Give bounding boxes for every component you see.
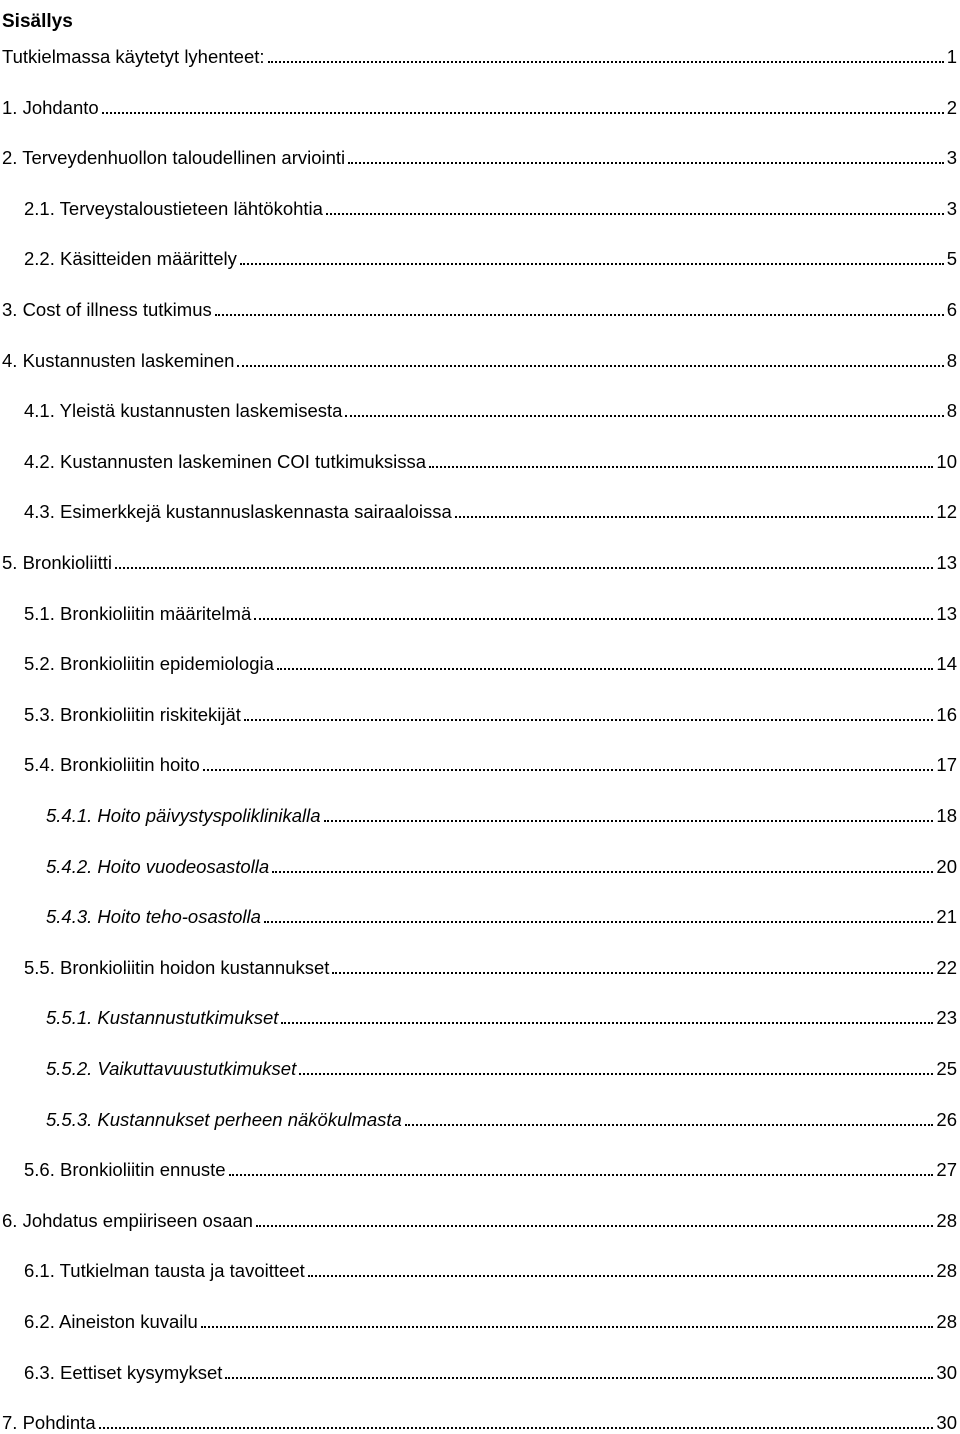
toc-entry-label: 3. Cost of illness tutkimus xyxy=(2,299,212,320)
toc-entry-page-number: 30 xyxy=(936,1412,957,1433)
toc-entry-page-number: 22 xyxy=(936,957,957,978)
toc-entry-page-number: 13 xyxy=(936,603,957,624)
toc-entry-page-number: 13 xyxy=(936,552,957,573)
toc-dot-leader xyxy=(215,314,944,316)
toc-entry-label: 6. Johdatus empiiriseen osaan xyxy=(2,1210,253,1231)
toc-entry-label: 5.2. Bronkioliitin epidemiologia xyxy=(24,653,274,674)
toc-entry-label: 5.4.2. Hoito vuodeosastolla xyxy=(46,856,270,877)
toc-entry-page-number: 23 xyxy=(936,1007,957,1028)
toc-entry-page-number: 26 xyxy=(936,1109,957,1130)
toc-entry-label: 5.5. Bronkioliitin hoidon kustannukset xyxy=(24,957,330,978)
toc-dot-leader xyxy=(268,61,944,63)
toc-dot-leader xyxy=(244,719,933,721)
toc-entry-label: 5.4. Bronkioliitin hoito xyxy=(24,754,200,775)
toc-entry[interactable] xyxy=(2,1206,957,1232)
toc-entry-label: 4.3. Esimerkkejä kustannuslaskennasta sairaaloissa xyxy=(24,501,452,522)
toc-dot-leader xyxy=(405,1124,934,1126)
toc-entry-page-number: 8 xyxy=(946,400,957,421)
toc-entry-page-number: 17 xyxy=(936,754,957,775)
toc-entry-page-number: 2 xyxy=(946,97,957,118)
toc-entry-label: 5.5.2. Vaikuttavuustutkimukset xyxy=(46,1058,297,1079)
toc-dot-leader xyxy=(345,415,943,417)
toc-entry[interactable] xyxy=(24,1307,957,1333)
toc-dot-leader xyxy=(225,1377,933,1379)
toc-entry-page-number: 8 xyxy=(946,350,957,371)
toc-entry[interactable] xyxy=(2,548,957,574)
toc-dot-leader xyxy=(281,1022,933,1024)
toc-entry-page-number: 14 xyxy=(936,653,957,674)
toc-entry-page-number: 27 xyxy=(936,1159,957,1180)
toc-entry-label: 2. Terveydenhuollon taloudellinen arviointi xyxy=(2,147,346,168)
toc-entry[interactable] xyxy=(2,295,957,321)
toc-entry-label: 5.6. Bronkioliitin ennuste xyxy=(24,1159,226,1180)
toc-entry-label: 5.4.3. Hoito teho-osastolla xyxy=(46,906,261,927)
toc-dot-leader xyxy=(299,1073,933,1075)
toc-entry-label: 1. Johdanto xyxy=(2,97,99,118)
toc-dot-leader xyxy=(256,1225,933,1227)
toc-entry[interactable] xyxy=(46,1105,957,1131)
toc-entry[interactable] xyxy=(24,700,957,726)
toc-entry[interactable] xyxy=(24,1155,957,1181)
toc-entry[interactable] xyxy=(24,599,957,625)
toc-dot-leader xyxy=(237,365,943,367)
toc-entry[interactable] xyxy=(2,1408,957,1434)
toc-entry[interactable] xyxy=(46,902,957,928)
toc-dot-leader xyxy=(326,213,944,215)
toc-entry-label: 2.2. Käsitteiden määrittely xyxy=(24,248,237,269)
toc-entry[interactable] xyxy=(24,497,957,523)
toc-dot-leader xyxy=(229,1174,934,1176)
toc-dot-leader xyxy=(254,618,933,620)
toc-entry-label: 6.2. Aineiston kuvailu xyxy=(24,1311,198,1332)
toc-entry[interactable] xyxy=(24,244,957,270)
toc-dot-leader xyxy=(272,871,933,873)
toc-dot-leader xyxy=(348,162,944,164)
toc-entry[interactable] xyxy=(24,750,957,776)
toc-entry-label: 5.1. Bronkioliitin määritelmä xyxy=(24,603,252,624)
toc-entry-page-number: 16 xyxy=(936,704,957,725)
toc-entry-label: 5.5.1. Kustannustutkimukset xyxy=(46,1007,279,1028)
toc-dot-leader xyxy=(455,516,934,518)
toc-dot-leader xyxy=(308,1275,934,1277)
toc-entry[interactable] xyxy=(2,346,957,372)
toc-entry[interactable] xyxy=(2,42,957,68)
toc-entry-page-number: 10 xyxy=(936,451,957,472)
toc-entry-label: 5.5.3. Kustannukset perheen näkökulmasta xyxy=(46,1109,402,1130)
toc-entry-page-number: 28 xyxy=(936,1260,957,1281)
toc-entry[interactable] xyxy=(2,93,957,119)
toc-entry-page-number: 18 xyxy=(936,805,957,826)
toc-entry-label: 4.1. Yleistä kustannusten laskemisesta xyxy=(24,400,343,421)
toc-entry-page-number: 20 xyxy=(936,856,957,877)
toc-entry-page-number: 28 xyxy=(936,1311,957,1332)
toc-entry[interactable] xyxy=(24,194,957,220)
toc-entry[interactable] xyxy=(24,1358,957,1384)
toc-entry[interactable] xyxy=(24,1256,957,1282)
toc-dot-leader xyxy=(429,466,933,468)
toc-entry[interactable] xyxy=(24,447,957,473)
toc-entry-page-number: 30 xyxy=(936,1362,957,1383)
toc-entry[interactable] xyxy=(46,1054,957,1080)
toc-entry[interactable] xyxy=(46,852,957,878)
toc-dot-leader xyxy=(324,820,934,822)
toc-dot-leader xyxy=(277,668,934,670)
toc-dot-leader xyxy=(201,1326,934,1328)
toc-title: Sisällys xyxy=(2,10,73,32)
toc-entry[interactable] xyxy=(46,1003,957,1029)
toc-entry-page-number: 28 xyxy=(936,1210,957,1231)
toc-entry-page-number: 6 xyxy=(946,299,957,320)
toc-entry-page-number: 5 xyxy=(946,248,957,269)
toc-dot-leader xyxy=(115,567,933,569)
toc-entry-page-number: 21 xyxy=(936,906,957,927)
toc-dot-leader xyxy=(203,769,934,771)
toc-dot-leader xyxy=(264,921,933,923)
toc-entry-label: 6.3. Eettiset kysymykset xyxy=(24,1362,223,1383)
toc-entry[interactable] xyxy=(46,801,957,827)
toc-entry-page-number: 25 xyxy=(936,1058,957,1079)
toc-entry-page-number: 3 xyxy=(946,198,957,219)
toc-entry[interactable] xyxy=(24,649,957,675)
toc-entry-label: 4.2. Kustannusten laskeminen COI tutkimuksissa xyxy=(24,451,427,472)
toc-entry-label: 5.4.1. Hoito päivystyspoliklinikalla xyxy=(46,805,321,826)
toc-entry[interactable] xyxy=(24,953,957,979)
toc-entry-label: 2.1. Terveystaloustieteen lähtökohtia xyxy=(24,198,323,219)
toc-dot-leader xyxy=(332,972,933,974)
toc-entry-label: 6.1. Tutkielman tausta ja tavoitteet xyxy=(24,1260,305,1281)
toc-entry-label: Tutkielmassa käytetyt lyhenteet: xyxy=(2,46,265,67)
toc-entry-label: 4. Kustannusten laskeminen xyxy=(2,350,235,371)
toc-entry-page-number: 12 xyxy=(936,501,957,522)
toc-dot-leader xyxy=(240,263,944,265)
toc-entry-page-number: 1 xyxy=(946,46,957,67)
toc-entry[interactable] xyxy=(2,143,957,169)
toc-entry-page-number: 3 xyxy=(946,147,957,168)
toc-dot-leader xyxy=(102,112,944,114)
toc-entry[interactable] xyxy=(24,396,957,422)
toc-entry-label: 5.3. Bronkioliitin riskitekijät xyxy=(24,704,241,725)
toc-entry-label: 7. Pohdinta xyxy=(2,1412,96,1433)
toc-entry-label: 5. Bronkioliitti xyxy=(2,552,113,573)
